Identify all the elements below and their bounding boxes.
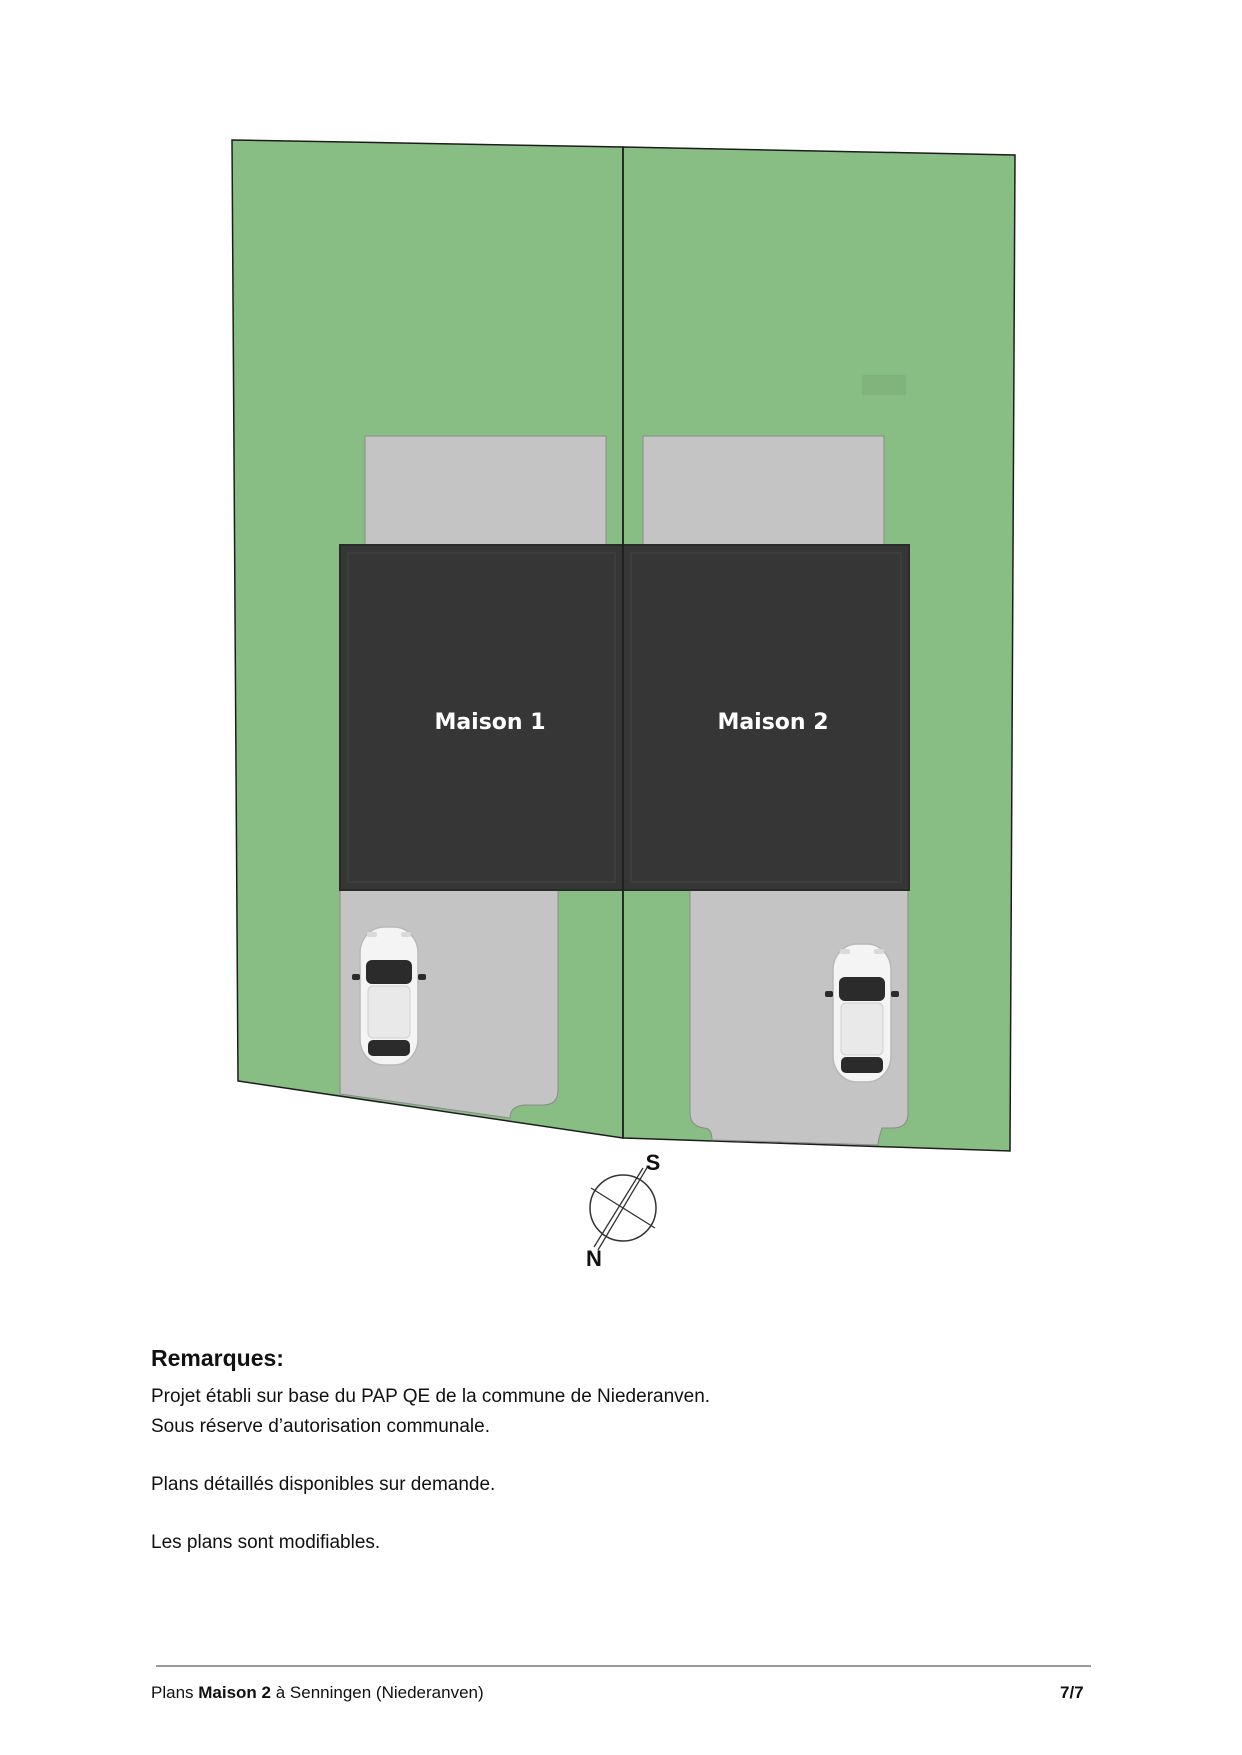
page-number: 7/7 — [1060, 1683, 1084, 1702]
house-maison-1 — [340, 545, 623, 890]
compass-north-label: N — [586, 1246, 602, 1271]
footer-location: à Senningen (Niederanven) — [271, 1683, 484, 1702]
remark-line: Plans détaillés disponibles sur demande. — [151, 1474, 496, 1495]
remarks-section — [151, 1345, 1101, 1558]
footer-house-name: Maison 2 — [198, 1683, 271, 1702]
remark-line: Projet établi sur base du PAP QE de la commune de Niederanven. — [151, 1386, 711, 1407]
lawn-patch — [862, 375, 906, 395]
footer-prefix: Plans — [151, 1683, 199, 1702]
car-icon — [825, 944, 899, 1082]
compass-icon — [586, 1150, 660, 1271]
remark-line: Sous réserve d’autorisation communale. — [151, 1416, 491, 1437]
car-icon — [352, 927, 426, 1065]
house-maison-2 — [623, 545, 909, 890]
compass-south-label: S — [645, 1150, 661, 1175]
terrace-2 — [643, 436, 884, 546]
remark-line: Les plans sont modifiables. — [151, 1532, 381, 1553]
house-label-1: Maison 1 — [434, 710, 546, 735]
footer-divider — [156, 1665, 1091, 1667]
terrace-1 — [365, 436, 606, 546]
house-label-2: Maison 2 — [717, 710, 829, 735]
remarks-title: Remarques: — [151, 1345, 284, 1371]
footer-title — [151, 1683, 484, 1703]
